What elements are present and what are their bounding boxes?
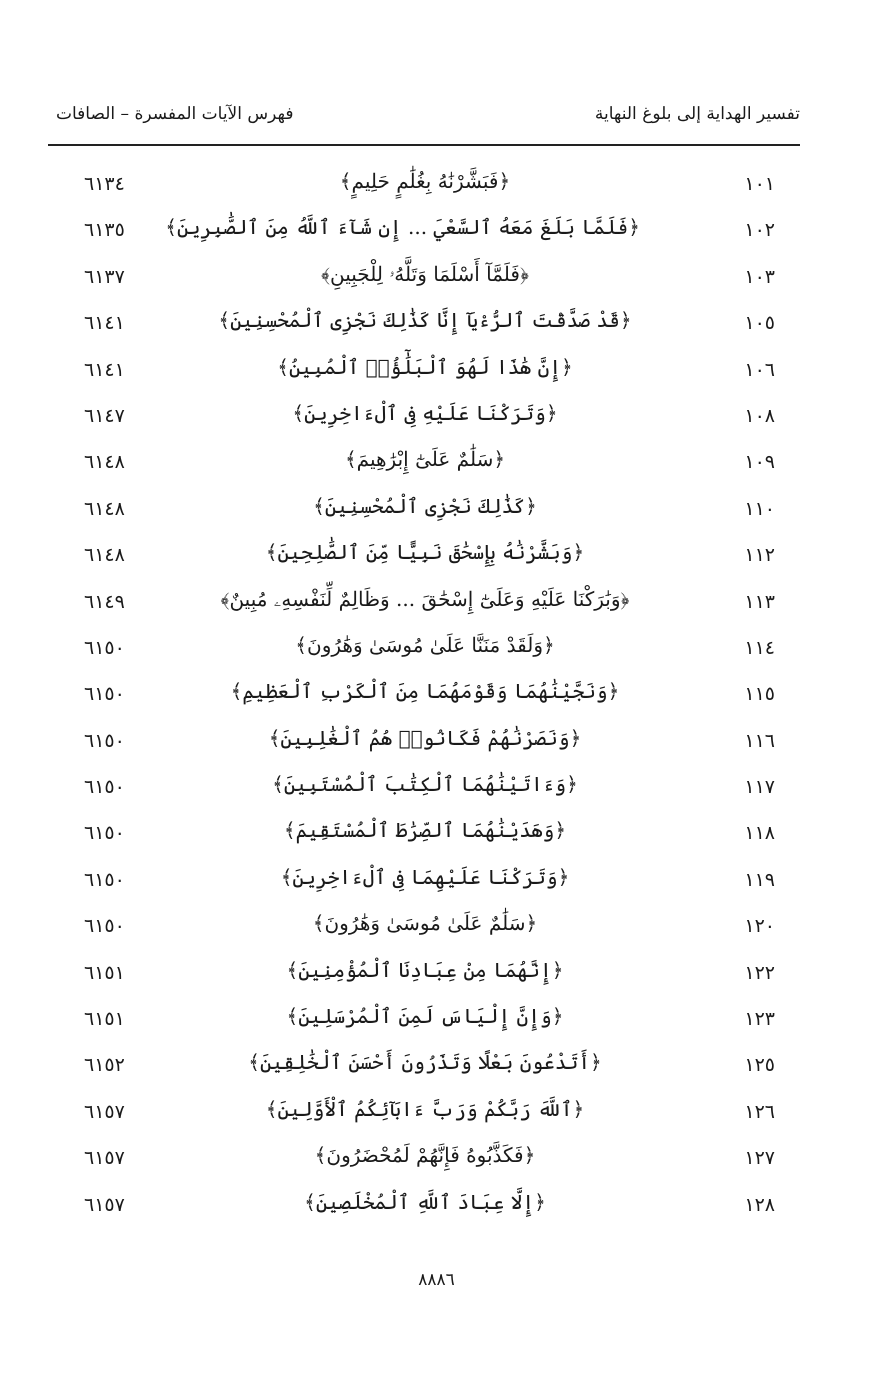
verse-text: ﴿سَلَٰمٌ عَلَىٰٓ إِبْرَٰهِيمَ﴾ (344, 447, 506, 472)
verse-text: ﴿وَتَرَكْنَا عَلَيْهِمَا فِى ٱلْءَاخِرِينَ﴾ (280, 864, 570, 889)
page-reference: ٦١٤١ (84, 358, 125, 381)
header-divider (48, 144, 800, 146)
page-number: ٨٨٨٦ (418, 1270, 455, 1290)
page-reference: ٦١٣٧ (84, 265, 125, 288)
verse-text: ﴿وَهَدَيْنَٰهُمَا ٱلصِّرَٰطَ ٱلْمُسْتَقِيمَ﴾ (283, 818, 567, 843)
page-reference: ٦١٤٨ (84, 451, 125, 474)
verse-number: ١١٠ (744, 497, 775, 520)
verse-number: ١١٧ (744, 776, 775, 799)
verse-text: ﴿سَلَٰمٌ عَلَىٰ مُوسَىٰ وَهَٰرُونَ﴾ (312, 911, 538, 936)
verse-number: ١١٩ (744, 868, 775, 891)
verse-number: ١١٢ (744, 544, 775, 567)
verse-number: ١٠٣ (744, 265, 775, 288)
index-row (0, 490, 873, 536)
verse-index-table (0, 165, 873, 1232)
verse-number: ١٠١ (744, 173, 775, 195)
index-row (0, 954, 873, 1000)
index-row (0, 304, 873, 350)
verse-number: ١٢٣ (744, 1008, 775, 1031)
verse-text: ﴿قَدْ صَدَّقْتَ ٱلرُّءْيَآ إِنَّا كَذَٰلِكَ نَجْزِى ٱلْمُحْسِنِينَ﴾ (218, 308, 632, 333)
page-reference: ٦١٥٠ (84, 729, 125, 752)
verse-text: ﴿وَءَاتَيْنَٰهُمَا ٱلْكِتَٰبَ ٱلْمُسْتَبِينَ﴾ (272, 772, 578, 797)
verse-number: ١١٦ (744, 729, 775, 752)
page-reference: ٦١٥٢ (84, 1054, 125, 1077)
page-reference: ٦١٤٧ (84, 404, 125, 427)
verse-text: ﴿وَبَٰرَكْنَا عَلَيْهِ وَعَلَىٰٓ إِسْحَٰقَ ... وَظَالِمٌ لِّنَفْسِهِۦ مُبِينٌ﴾ (220, 586, 630, 611)
page-reference: ٦١٤١ (84, 312, 125, 335)
verse-text: ﴿وَإِنَّ إِلْيَاسَ لَمِنَ ٱلْمُرْسَلِينَ﴾ (286, 1004, 564, 1029)
verse-number: ١٢٦ (744, 1100, 775, 1123)
verse-number: ١٢٨ (744, 1193, 775, 1216)
index-row (0, 675, 873, 721)
page-reference: ٦١٥٧ (84, 1193, 125, 1216)
index-row (0, 1139, 873, 1185)
verse-text: ﴿أَتَدْعُونَ بَعْلًا وَتَذَرُونَ أَحْسَنَ ٱلْخَٰلِقِينَ﴾ (248, 1050, 602, 1075)
verse-number: ١٢٧ (744, 1147, 775, 1170)
index-row (0, 814, 873, 860)
verse-text: ﴿إِنَّ هَٰذَا لَهُوَ ٱلْبَلَٰٓؤُا۟ ٱلْمُبِينُ﴾ (277, 354, 573, 379)
verse-text: ﴿إِلَّا عِبَادَ ٱللَّهِ ٱلْمُخْلَصِينَ﴾ (304, 1189, 546, 1214)
index-row (0, 258, 873, 304)
page-reference: ٦١٤٩ (84, 590, 125, 613)
verse-number: ١٠٦ (744, 358, 775, 381)
index-row (0, 861, 873, 907)
index-row (0, 1000, 873, 1046)
verse-text: ﴿ٱللَّهَ رَبَّكُمْ وَرَبَّ ءَابَآئِكُمُ ٱلْأَوَّلِينَ﴾ (265, 1096, 585, 1121)
page-reference: ٦١٥٧ (84, 1100, 125, 1123)
page-reference: ٦١٤٨ (84, 497, 125, 520)
verse-number: ١١٤ (744, 636, 775, 659)
index-row (0, 1093, 873, 1139)
verse-text: ﴿وَلَقَدْ مَنَنَّا عَلَىٰ مُوسَىٰ وَهَٰرُونَ﴾ (295, 632, 555, 657)
page-reference: ٦١٥١ (84, 1008, 125, 1031)
verse-number: ١١٥ (744, 683, 775, 706)
index-row (0, 1186, 873, 1232)
index-row (0, 443, 873, 489)
page-reference: ٦١٥٠ (84, 868, 125, 891)
verse-number: ١٠٨ (744, 404, 775, 427)
index-row (0, 583, 873, 629)
verse-number: ١٠٥ (744, 312, 775, 335)
verse-text: ﴿وَبَشَّرْنَٰهُ بِإِسْحَٰقَ نَبِيًّا مِّنَ ٱلصَّٰلِحِينَ﴾ (265, 540, 585, 565)
page-reference: ٦١٥١ (84, 961, 125, 984)
verse-text: ﴿إِنَّهُمَا مِنْ عِبَادِنَا ٱلْمُؤْمِنِينَ﴾ (286, 957, 564, 982)
verse-number: ١٢٥ (744, 1054, 775, 1077)
page-reference: ٦١٥٧ (84, 1147, 125, 1170)
index-row (0, 351, 873, 397)
index-row (0, 768, 873, 814)
verse-text: ﴿وَتَرَكْنَا عَلَيْهِ فِى ٱلْءَاخِرِينَ﴾ (292, 400, 558, 425)
page-reference: ٦١٣٤ (84, 173, 125, 195)
verse-number: ١١٣ (744, 590, 775, 613)
index-row (0, 722, 873, 768)
verse-number: ١٢٢ (744, 961, 775, 984)
page-reference: ٦١٥٠ (84, 822, 125, 845)
running-header (48, 104, 800, 134)
page-reference: ٦١٥٠ (84, 636, 125, 659)
verse-text: ﴿فَلَمَّآ أَسْلَمَا وَتَلَّهُۥ لِلْجَبِينِ﴾ (321, 261, 529, 286)
page-reference: ٦١٥٠ (84, 915, 125, 938)
verse-text: ﴿فَلَمَّا بَلَغَ مَعَهُ ٱلسَّعْيَ ... إِن شَآءَ ٱللَّهُ مِنَ ٱلصَّٰبِرِينَ﴾ (165, 215, 640, 240)
index-row (0, 397, 873, 443)
index-row (0, 1046, 873, 1092)
index-row (0, 907, 873, 953)
index-row (0, 629, 873, 675)
page-reference: ٦١٤٨ (84, 544, 125, 567)
verse-number: ١٢٠ (744, 915, 775, 938)
index-row (0, 536, 873, 582)
index-row (0, 165, 873, 211)
verse-text: ﴿وَنَصَرْنَٰهُمْ فَكَانُوا۟ هُمُ ٱلْغَٰلِبِينَ﴾ (268, 725, 582, 750)
page-reference: ٦١٥٠ (84, 776, 125, 799)
book-title: تفسير الهداية إلى بلوغ النهاية (594, 104, 800, 124)
verse-text: ﴿فَكَذَّبُوهُ فَإِنَّهُمْ لَمُحْضَرُونَ﴾ (314, 1143, 536, 1168)
verse-text: ﴿فَبَشَّرْنَٰهُ بِغُلَٰمٍ حَلِيمٍ﴾ (339, 169, 511, 193)
section-title: فهرس الآيات المفسرة – الصافات (56, 104, 294, 124)
verse-number: ١١٨ (744, 822, 775, 845)
index-row (0, 211, 873, 257)
verse-text: ﴿وَنَجَّيْنَٰهُمَا وَقَوْمَهُمَا مِنَ ٱلْكَرْبِ ٱلْعَظِيمِ﴾ (230, 679, 620, 704)
page-reference: ٦١٥٠ (84, 683, 125, 706)
verse-number: ١٠٢ (744, 219, 775, 242)
page-reference: ٦١٣٥ (84, 219, 125, 242)
verse-number: ١٠٩ (744, 451, 775, 474)
verse-text: ﴿كَذَٰلِكَ نَجْزِى ٱلْمُحْسِنِينَ﴾ (313, 493, 537, 518)
